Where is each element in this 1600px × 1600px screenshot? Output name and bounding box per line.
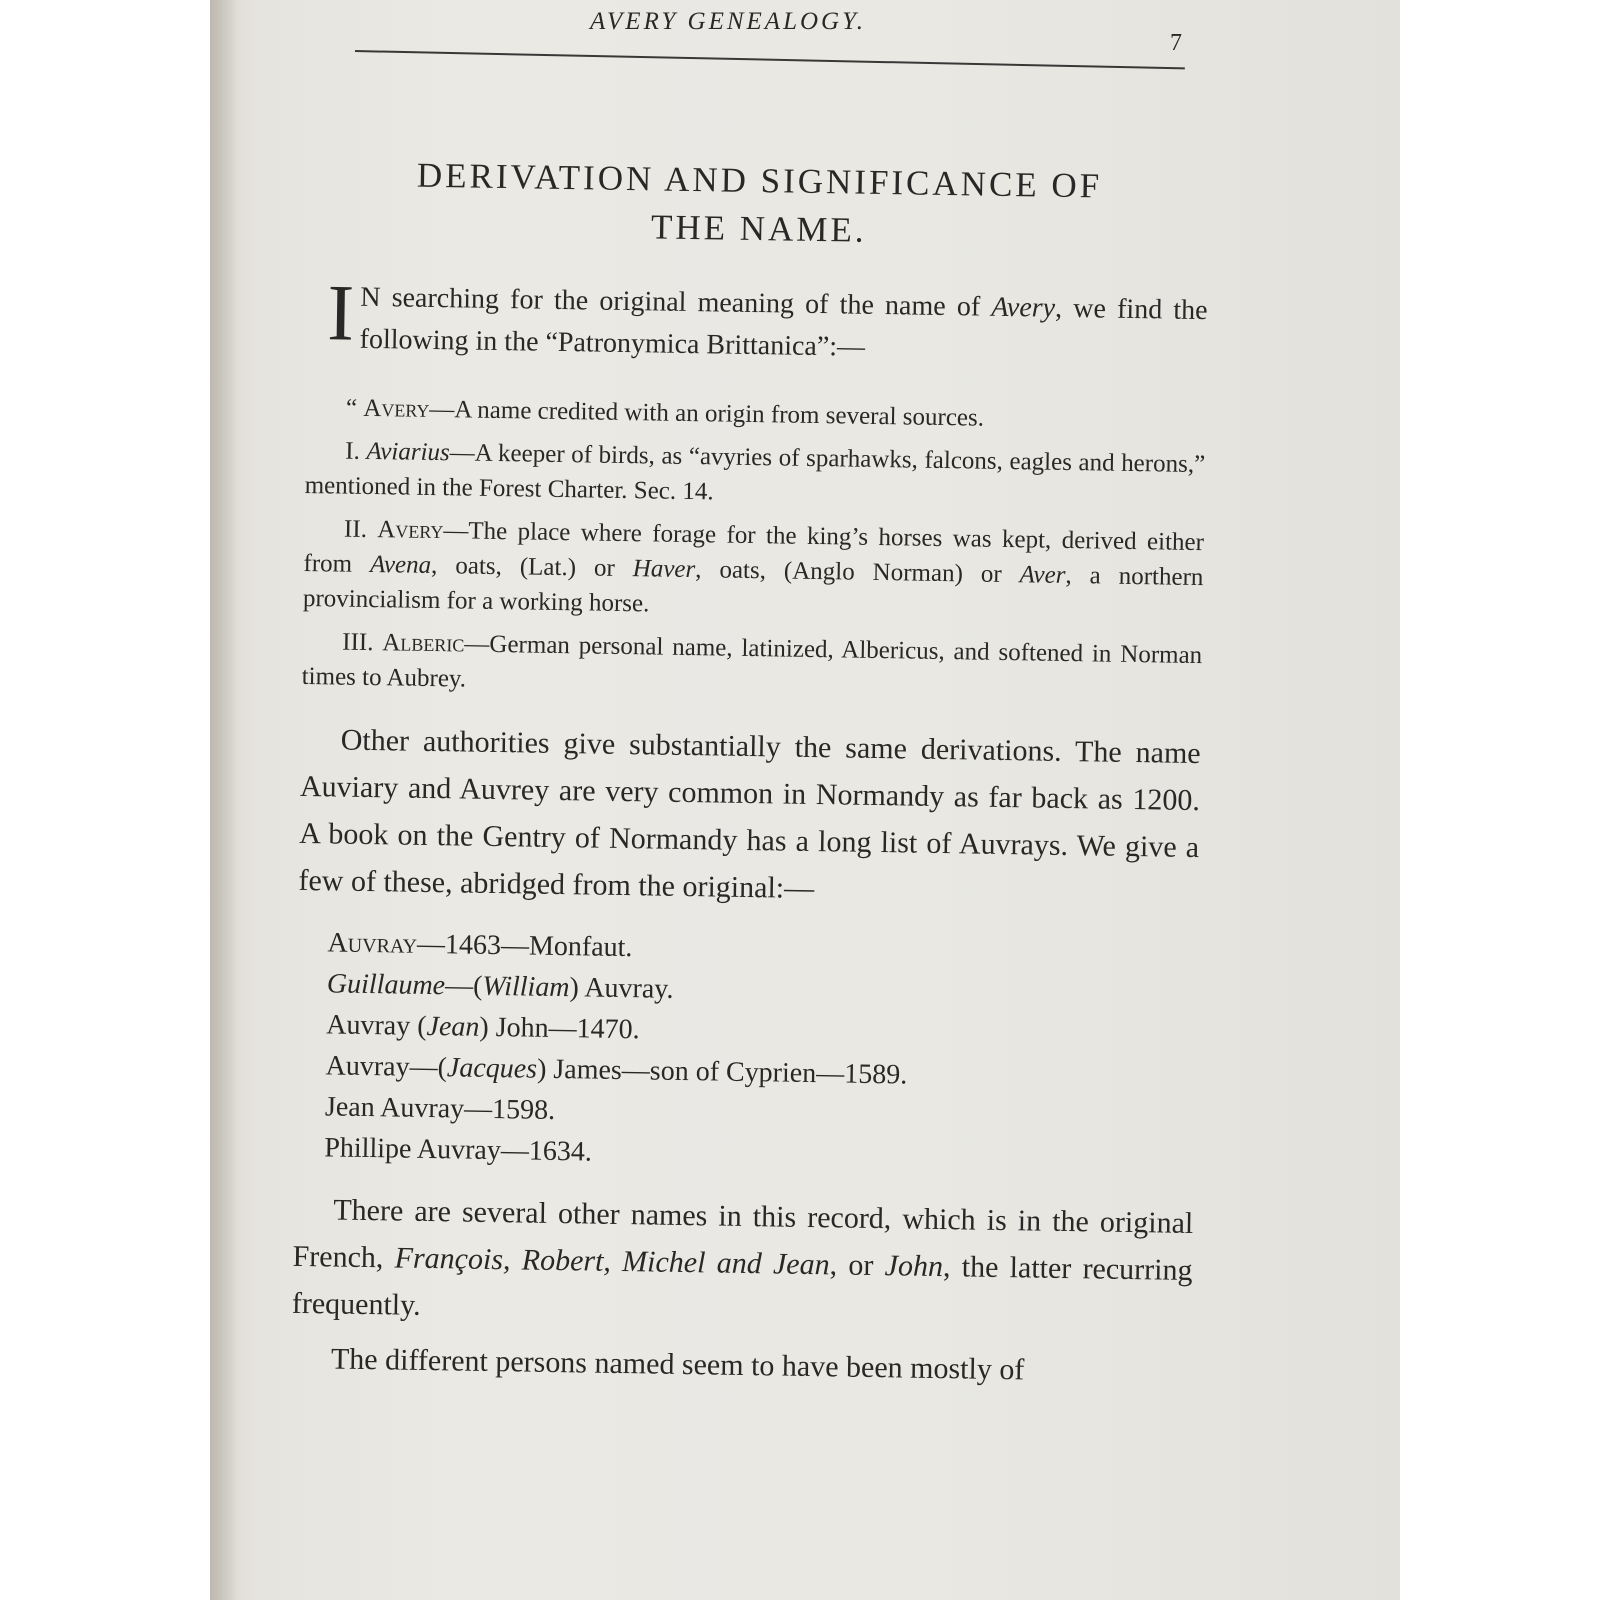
intro-text-2: , we find the following in the “Patronymica Brittanica”:— bbox=[359, 292, 1208, 363]
list-item-text: ) Auvray. bbox=[569, 972, 674, 1005]
body-text bbox=[291, 716, 1201, 1396]
list-item-text: —( bbox=[444, 970, 483, 1002]
quote-name-avery: Avery bbox=[363, 394, 430, 423]
intro-text-1: N searching for the original meaning of the name of bbox=[360, 281, 992, 323]
quote-numeral-1: I. bbox=[345, 437, 367, 465]
running-head: AVERY GENEALOGY. bbox=[590, 8, 866, 35]
list-item-text: ) John—1470. bbox=[479, 1011, 640, 1046]
chapter-title bbox=[308, 150, 1209, 260]
quote-text-3d: , a northern provincialism for a working horse. bbox=[302, 561, 1204, 618]
para2-text-e: , the latter recurring frequently. bbox=[291, 1250, 1193, 1322]
quote-text-2: —A keeper of birds, as “avyries of sparhawks, falcons, eagles and herons,” mentioned in the Forest Charter. Sec. 14. bbox=[304, 439, 1206, 506]
quote-name-alberic: Alberic bbox=[382, 629, 465, 658]
quote-paragraph-4 bbox=[301, 624, 1202, 708]
quote-numeral-2: II. bbox=[343, 515, 378, 544]
list-item-guillaume: Guillaume bbox=[326, 968, 446, 1002]
page-number: 7 bbox=[1170, 30, 1182, 56]
quote-aviarius: Aviarius bbox=[366, 437, 450, 467]
quote-numeral-3: III. bbox=[342, 628, 383, 657]
quote-text-3b: , oats, (Lat.) or bbox=[430, 551, 633, 583]
quote-paragraph-2 bbox=[304, 433, 1205, 517]
book-page bbox=[210, 0, 1400, 1600]
list-item-jacques: Jacques bbox=[446, 1052, 538, 1085]
quote-name-avery-2: Avery bbox=[377, 516, 444, 545]
quote-haver: Haver bbox=[632, 555, 696, 584]
para2-french-names: François, Robert, Michel and Jean bbox=[394, 1241, 830, 1282]
intro-avery: Avery bbox=[991, 291, 1056, 324]
para2-text-a: There are several other names in this record, which is in the original French, bbox=[292, 1193, 1194, 1275]
quote-text-4: —German personal name, latinized, Albericus, and softened in Norman times to Aubrey. bbox=[301, 630, 1203, 693]
quote-aver: Aver bbox=[1019, 561, 1066, 589]
quote-text-1: —A name credited with an origin from several sources. bbox=[429, 395, 985, 432]
list-item: Jean Auvray—1598. bbox=[324, 1091, 556, 1126]
chapter-title-line-2: THE NAME. bbox=[650, 207, 867, 250]
list-item-name: Auvray bbox=[327, 927, 418, 960]
drop-cap: I bbox=[326, 269, 355, 358]
page-content bbox=[291, 150, 1210, 1396]
list-item: Phillipe Auvray—1634. bbox=[324, 1132, 593, 1168]
paragraph-different-persons: The different persons named seem to have been mostly of bbox=[330, 1342, 1025, 1387]
quote-open-mark: “ bbox=[345, 394, 364, 422]
paragraph-authorities: Other authorities give substantially the same derivations. The name Auviary and Auvrey are very common in Normandy as far back as 1200. A book on the Gentry of Normandy has a long list of Auvrays. We give a few of these, abridged from the original:— bbox=[298, 723, 1201, 906]
quote-paragraph-1 bbox=[306, 390, 1206, 439]
para2-text-c: , or bbox=[829, 1248, 885, 1283]
header-rule bbox=[355, 50, 1185, 69]
intro-paragraph bbox=[326, 269, 1208, 374]
list-item-text: Auvray—( bbox=[325, 1050, 448, 1084]
list-item-jean: Jean bbox=[426, 1010, 480, 1043]
paragraph-other-names bbox=[292, 1186, 1194, 1341]
quoted-definition bbox=[301, 390, 1206, 708]
quote-text-3c: , oats, (Anglo Norman) or bbox=[695, 556, 1020, 589]
quote-paragraph-3 bbox=[303, 511, 1205, 630]
page-binding-shadow bbox=[210, 0, 238, 1600]
list-item-text: —1463—Monfaut. bbox=[416, 928, 633, 964]
auvray-list bbox=[324, 922, 1198, 1182]
chapter-title-line-1: DERIVATION AND SIGNIFICANCE OF bbox=[416, 155, 1103, 206]
list-item-william: William bbox=[482, 970, 570, 1004]
quote-avena: Avena bbox=[369, 550, 432, 579]
list-item-text: Auvray ( bbox=[326, 1009, 427, 1042]
list-item-text: ) James—son of Cyprien—1589. bbox=[536, 1053, 908, 1091]
quote-text-3a: —The place where forage for the king’s horses was kept, derived either from bbox=[303, 517, 1205, 578]
para2-john: John bbox=[884, 1249, 944, 1284]
